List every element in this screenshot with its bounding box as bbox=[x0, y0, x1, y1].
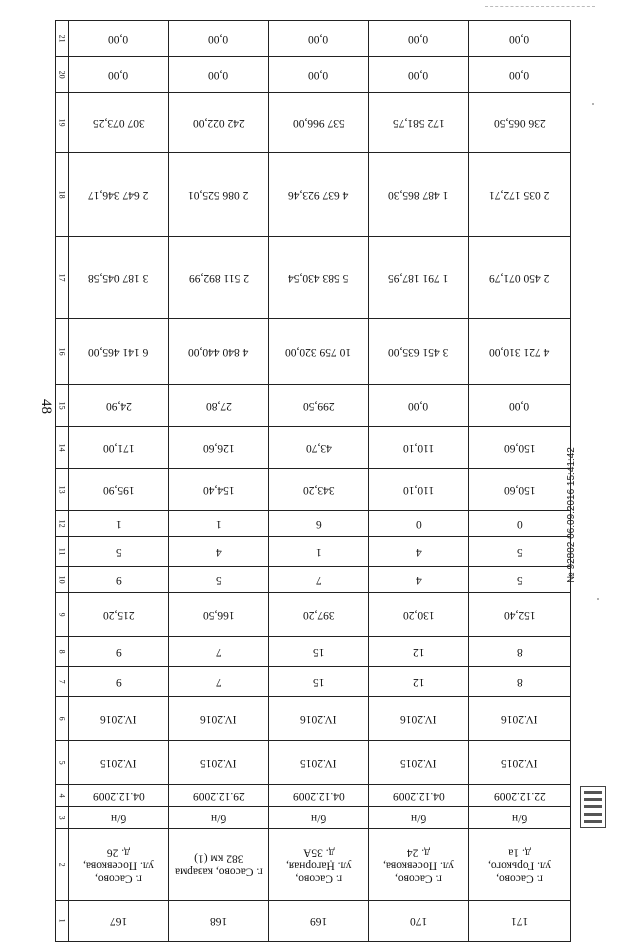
table-cell bbox=[269, 829, 369, 901]
cell-value: 150,60 bbox=[503, 484, 536, 497]
cell-value: 5 bbox=[516, 574, 523, 587]
table-cell bbox=[69, 21, 169, 57]
column-number-label: 7 bbox=[57, 679, 67, 684]
table-cell bbox=[469, 427, 571, 469]
table-cell bbox=[469, 153, 571, 237]
cell-value: б/н bbox=[210, 812, 227, 825]
column-number-label: 6 bbox=[57, 716, 67, 721]
cell-value: 8 bbox=[516, 646, 523, 659]
cell-value: 29.12.2009 bbox=[192, 790, 245, 803]
cell-value: 171 bbox=[510, 915, 529, 928]
cell-value: 307 073,25 bbox=[92, 117, 145, 130]
table-cell bbox=[69, 385, 169, 427]
table-cell bbox=[369, 697, 469, 741]
address-line: ул. Горького, bbox=[488, 859, 551, 872]
cell-value: 154,40 bbox=[202, 484, 235, 497]
table-cell bbox=[169, 511, 269, 537]
cell-value: 2 647 346,17 bbox=[88, 189, 149, 202]
column-number bbox=[56, 537, 69, 567]
cell-value: 1 487 865,30 bbox=[388, 189, 449, 202]
document-stamp: № 92802 06.09.2016 15:41:42 bbox=[566, 447, 577, 583]
column-number bbox=[56, 901, 69, 942]
table-cell bbox=[269, 319, 369, 385]
table-cell bbox=[369, 901, 469, 942]
cell-value: 9 bbox=[115, 574, 122, 587]
cell-value: IV.2015 bbox=[100, 757, 137, 770]
table-cell bbox=[169, 427, 269, 469]
field-row-11 bbox=[56, 537, 571, 567]
column-number bbox=[56, 697, 69, 741]
cell-value: 1 bbox=[215, 518, 222, 531]
table-cell bbox=[369, 741, 469, 785]
field-row-21 bbox=[56, 21, 571, 57]
table-cell bbox=[269, 469, 369, 511]
table-cell bbox=[469, 319, 571, 385]
cell-value: б/н bbox=[511, 812, 528, 825]
cell-value: 2 035 172,71 bbox=[489, 189, 550, 202]
cell-value: 8 bbox=[516, 676, 523, 689]
address-line: г. Сасово, bbox=[295, 872, 342, 885]
address-line: г. Сасово, bbox=[395, 872, 442, 885]
column-number-label: 10 bbox=[57, 575, 67, 584]
column-number-label: 13 bbox=[57, 485, 67, 494]
cell-value: 10 759 320,00 bbox=[285, 346, 352, 359]
table-cell bbox=[269, 637, 369, 667]
page-number: 48 bbox=[38, 399, 54, 414]
table-cell bbox=[469, 21, 571, 57]
field-row-14 bbox=[56, 427, 571, 469]
table-cell bbox=[69, 427, 169, 469]
cell-value: 168 bbox=[209, 915, 228, 928]
table-cell bbox=[469, 57, 571, 93]
table-cell bbox=[269, 741, 369, 785]
table-cell bbox=[169, 785, 269, 807]
cell-value: б/н bbox=[310, 812, 327, 825]
cell-value: 7 bbox=[215, 676, 222, 689]
column-number-label: 16 bbox=[57, 347, 67, 356]
table-cell bbox=[369, 319, 469, 385]
cell-value: 167 bbox=[109, 915, 128, 928]
cell-value: 166,50 bbox=[202, 609, 235, 622]
column-number bbox=[56, 567, 69, 593]
address-line: д. 35А bbox=[302, 845, 335, 858]
table-cell bbox=[69, 697, 169, 741]
table-cell bbox=[169, 741, 269, 785]
field-row-4 bbox=[56, 785, 571, 807]
table-cell bbox=[169, 901, 269, 942]
cell-value: 7 bbox=[215, 646, 222, 659]
cell-value: 15 bbox=[312, 646, 325, 659]
table-cell bbox=[269, 427, 369, 469]
table-cell bbox=[169, 57, 269, 93]
table-cell bbox=[69, 237, 169, 319]
column-number-label: 1 bbox=[57, 919, 67, 923]
table-cell bbox=[269, 237, 369, 319]
cell-value: 5 583 430,54 bbox=[288, 272, 349, 285]
table-cell bbox=[269, 697, 369, 741]
table-cell bbox=[169, 237, 269, 319]
column-number bbox=[56, 385, 69, 427]
table-cell bbox=[269, 93, 369, 153]
cell-value: 9 bbox=[115, 676, 122, 689]
cell-value: IV.2015 bbox=[300, 757, 337, 770]
cell-value: 04.12.2009 bbox=[92, 790, 145, 803]
table-cell bbox=[69, 741, 169, 785]
cell-value: IV.2016 bbox=[501, 713, 538, 726]
field-row-9 bbox=[56, 593, 571, 637]
cell-value: 299,50 bbox=[302, 400, 335, 413]
table-cell bbox=[69, 57, 169, 93]
cell-value: IV.2015 bbox=[200, 757, 237, 770]
table-cell bbox=[469, 469, 571, 511]
column-number-label: 8 bbox=[57, 649, 67, 654]
cell-value: 4 bbox=[415, 574, 422, 587]
table-cell bbox=[69, 319, 169, 385]
cell-value: 0,00 bbox=[408, 33, 429, 46]
column-number-label: 2 bbox=[57, 862, 67, 867]
column-number bbox=[56, 511, 69, 537]
cell-value: 0,00 bbox=[108, 69, 129, 82]
cell-value: 0,00 bbox=[308, 33, 329, 46]
cell-value: 343,20 bbox=[302, 484, 335, 497]
cell-value: 195,90 bbox=[102, 484, 135, 497]
cell-value: 43,70 bbox=[305, 442, 332, 455]
table-cell bbox=[369, 537, 469, 567]
cell-value: б/н bbox=[110, 812, 127, 825]
cell-value: 5 bbox=[115, 546, 122, 559]
cell-value: 5 bbox=[215, 574, 222, 587]
field-row-18 bbox=[56, 153, 571, 237]
column-number bbox=[56, 21, 69, 57]
cell-value: 0,00 bbox=[308, 69, 329, 82]
table-cell bbox=[169, 667, 269, 697]
address-line: ул. Посевкова, bbox=[83, 859, 154, 872]
speck bbox=[592, 103, 594, 105]
table-cell bbox=[469, 637, 571, 667]
cell-value: 04.12.2009 bbox=[292, 790, 345, 803]
column-number-label: 15 bbox=[57, 401, 67, 410]
field-row-1 bbox=[56, 901, 571, 942]
cell-value: 4 bbox=[415, 546, 422, 559]
cell-value: 7 bbox=[315, 574, 322, 587]
cell-value: 4 721 310,00 bbox=[489, 346, 550, 359]
cell-value: 3 451 635,00 bbox=[388, 346, 449, 359]
address-line: ул. Нагорная, bbox=[285, 859, 352, 872]
table-cell bbox=[369, 153, 469, 237]
address-line: д. 26 bbox=[106, 845, 131, 858]
table-cell bbox=[369, 511, 469, 537]
column-number-label: 14 bbox=[57, 443, 67, 452]
column-number bbox=[56, 741, 69, 785]
column-number-label: 20 bbox=[57, 70, 67, 79]
table-cell bbox=[269, 567, 369, 593]
table-cell bbox=[169, 697, 269, 741]
cell-value: 172 581,75 bbox=[392, 117, 445, 130]
cell-value: IV.2015 bbox=[501, 757, 538, 770]
table-cell bbox=[369, 469, 469, 511]
table-cell bbox=[269, 21, 369, 57]
cell-value: IV.2016 bbox=[300, 713, 337, 726]
column-number bbox=[56, 153, 69, 237]
cell-value: 04.12.2009 bbox=[392, 790, 445, 803]
table-cell bbox=[169, 637, 269, 667]
cell-value: 2 450 071,79 bbox=[489, 272, 550, 285]
table-cell bbox=[369, 237, 469, 319]
cell-value: 22.12.2009 bbox=[493, 790, 546, 803]
table-cell bbox=[369, 667, 469, 697]
cell-value: 1 bbox=[315, 546, 322, 559]
table-cell bbox=[269, 385, 369, 427]
column-number-label: 4 bbox=[57, 793, 67, 798]
address-line: г. Сасово, bbox=[496, 872, 543, 885]
cell-value: 169 bbox=[309, 915, 328, 928]
table-cell bbox=[369, 21, 469, 57]
field-row-5 bbox=[56, 741, 571, 785]
table-cell bbox=[269, 511, 369, 537]
address-line: г. Сасово, bbox=[95, 872, 142, 885]
cell-value: 0,00 bbox=[509, 33, 530, 46]
cell-value: 6 141 465,00 bbox=[88, 346, 149, 359]
table-cell bbox=[369, 385, 469, 427]
cell-value: 236 065,50 bbox=[493, 117, 546, 130]
table-cell bbox=[269, 667, 369, 697]
field-row-2 bbox=[56, 829, 571, 901]
table-cell bbox=[369, 807, 469, 829]
cell-value: 242 022,00 bbox=[192, 117, 245, 130]
field-row-16 bbox=[56, 319, 571, 385]
table-cell bbox=[69, 785, 169, 807]
cell-value: 537 966,00 bbox=[292, 117, 345, 130]
field-row-3 bbox=[56, 807, 571, 829]
cell-value: 3 187 045,58 bbox=[88, 272, 149, 285]
cell-value: 0 bbox=[516, 518, 523, 531]
cell-value: 130,20 bbox=[402, 609, 435, 622]
table-cell bbox=[69, 567, 169, 593]
table-cell bbox=[269, 57, 369, 93]
field-row-8 bbox=[56, 637, 571, 667]
table-cell bbox=[169, 385, 269, 427]
cell-value: 110,10 bbox=[402, 442, 435, 455]
table-cell bbox=[169, 807, 269, 829]
table-cell bbox=[469, 829, 571, 901]
column-number-label: 17 bbox=[57, 273, 67, 282]
column-number bbox=[56, 57, 69, 93]
cell-value: 27,80 bbox=[205, 400, 232, 413]
table-cell bbox=[169, 319, 269, 385]
cell-value: 2 086 525,01 bbox=[188, 189, 249, 202]
cell-value: б/н bbox=[410, 812, 427, 825]
cell-value: 5 bbox=[516, 546, 523, 559]
table-cell bbox=[169, 593, 269, 637]
field-row-7 bbox=[56, 667, 571, 697]
cell-value: 0,00 bbox=[408, 400, 429, 413]
table-cell bbox=[469, 385, 571, 427]
cell-value: 150,60 bbox=[503, 442, 536, 455]
cell-value: 1 791 187,95 bbox=[388, 272, 449, 285]
data-grid bbox=[55, 20, 571, 942]
column-number bbox=[56, 469, 69, 511]
field-row-13 bbox=[56, 469, 571, 511]
column-number-label: 18 bbox=[57, 190, 67, 199]
cell-value: 0,00 bbox=[408, 69, 429, 82]
column-number-label: 3 bbox=[57, 815, 67, 820]
table-cell bbox=[69, 537, 169, 567]
column-number bbox=[56, 667, 69, 697]
field-row-6 bbox=[56, 697, 571, 741]
column-number bbox=[56, 237, 69, 319]
cell-value: 0 bbox=[415, 518, 422, 531]
cell-value: 110,10 bbox=[402, 484, 435, 497]
table-cell bbox=[369, 593, 469, 637]
table-cell bbox=[169, 153, 269, 237]
table-cell bbox=[269, 593, 369, 637]
column-number-label: 12 bbox=[57, 519, 67, 528]
column-number-label: 19 bbox=[57, 118, 67, 127]
table-cell bbox=[69, 901, 169, 942]
column-number-label: 11 bbox=[57, 547, 67, 556]
cell-value: 397,20 bbox=[302, 609, 335, 622]
cell-value: 171,00 bbox=[102, 442, 135, 455]
field-row-15 bbox=[56, 385, 571, 427]
table-cell bbox=[269, 537, 369, 567]
cell-value: 170 bbox=[409, 915, 428, 928]
column-number-label: 5 bbox=[57, 760, 67, 765]
table-cell bbox=[469, 511, 571, 537]
address-line: г. Сасово, казарма bbox=[174, 865, 263, 878]
cell-value: 152,40 bbox=[503, 609, 536, 622]
field-row-19 bbox=[56, 93, 571, 153]
table-cell bbox=[469, 901, 571, 942]
cell-value: 0,00 bbox=[208, 69, 229, 82]
table-cell bbox=[369, 829, 469, 901]
cell-value: 4 637 923,46 bbox=[288, 189, 349, 202]
cell-value: 0,00 bbox=[509, 400, 530, 413]
header-rule bbox=[485, 6, 595, 7]
cell-value: IV.2016 bbox=[200, 713, 237, 726]
table-cell bbox=[469, 237, 571, 319]
address-line: ул. Посевкова, bbox=[383, 859, 454, 872]
cell-value: IV.2016 bbox=[400, 713, 437, 726]
table-cell bbox=[169, 21, 269, 57]
table-cell bbox=[369, 637, 469, 667]
table-cell bbox=[169, 93, 269, 153]
table-cell bbox=[169, 469, 269, 511]
table-cell bbox=[69, 511, 169, 537]
column-number bbox=[56, 785, 69, 807]
column-number bbox=[56, 93, 69, 153]
cell-value: 0,00 bbox=[208, 33, 229, 46]
cell-value: 6 bbox=[315, 518, 322, 531]
cell-value: 126,60 bbox=[202, 442, 235, 455]
table-cell bbox=[369, 567, 469, 593]
table-cell bbox=[69, 469, 169, 511]
table-cell bbox=[69, 829, 169, 901]
speck bbox=[597, 598, 599, 600]
table-cell bbox=[469, 567, 571, 593]
cell-value: IV.2015 bbox=[400, 757, 437, 770]
cell-value: 2 511 892,99 bbox=[188, 272, 249, 285]
cell-value: 12 bbox=[412, 646, 425, 659]
table-cell bbox=[469, 93, 571, 153]
table-cell bbox=[469, 785, 571, 807]
column-number bbox=[56, 829, 69, 901]
table-cell bbox=[169, 567, 269, 593]
table-cell bbox=[69, 593, 169, 637]
cell-value: IV.2016 bbox=[100, 713, 137, 726]
table-cell bbox=[469, 593, 571, 637]
cell-value: 1 bbox=[115, 518, 122, 531]
registry-table bbox=[55, 20, 570, 928]
table-cell bbox=[169, 829, 269, 901]
cell-value: 0,00 bbox=[509, 69, 530, 82]
cell-value: 4 bbox=[215, 546, 222, 559]
address-line: д. 1а bbox=[508, 845, 531, 858]
cell-value: 15 bbox=[312, 676, 325, 689]
table-cell bbox=[369, 93, 469, 153]
table-cell bbox=[69, 637, 169, 667]
column-number bbox=[56, 593, 69, 637]
table-cell bbox=[69, 153, 169, 237]
table-cell bbox=[469, 667, 571, 697]
cell-value: 4 840 440,00 bbox=[188, 346, 249, 359]
table-cell bbox=[469, 741, 571, 785]
table-cell bbox=[469, 807, 571, 829]
table-cell bbox=[369, 785, 469, 807]
table-cell bbox=[269, 901, 369, 942]
field-row-20 bbox=[56, 57, 571, 93]
table-cell bbox=[69, 93, 169, 153]
column-number-label: 21 bbox=[57, 34, 67, 43]
table-cell bbox=[469, 537, 571, 567]
column-number bbox=[56, 319, 69, 385]
address-line: 382 км (1) bbox=[193, 852, 244, 865]
field-row-17 bbox=[56, 237, 571, 319]
cell-value: 0,00 bbox=[108, 33, 129, 46]
cell-value: 9 bbox=[115, 646, 122, 659]
column-number bbox=[56, 807, 69, 829]
column-number bbox=[56, 427, 69, 469]
cell-value: 12 bbox=[412, 676, 425, 689]
table-cell bbox=[469, 697, 571, 741]
table-cell bbox=[269, 807, 369, 829]
table-cell bbox=[369, 57, 469, 93]
field-row-12 bbox=[56, 511, 571, 537]
address-line: д. 24 bbox=[406, 845, 431, 858]
table-cell bbox=[169, 537, 269, 567]
cell-value: 215,20 bbox=[102, 609, 135, 622]
column-number bbox=[56, 637, 69, 667]
field-row-10 bbox=[56, 567, 571, 593]
table-cell bbox=[69, 807, 169, 829]
registry-logo-icon bbox=[580, 786, 606, 828]
column-number-label: 9 bbox=[57, 612, 67, 617]
table-cell bbox=[369, 427, 469, 469]
table-cell bbox=[269, 153, 369, 237]
table-cell bbox=[269, 785, 369, 807]
table-cell bbox=[69, 667, 169, 697]
cell-value: 24,90 bbox=[105, 400, 132, 413]
